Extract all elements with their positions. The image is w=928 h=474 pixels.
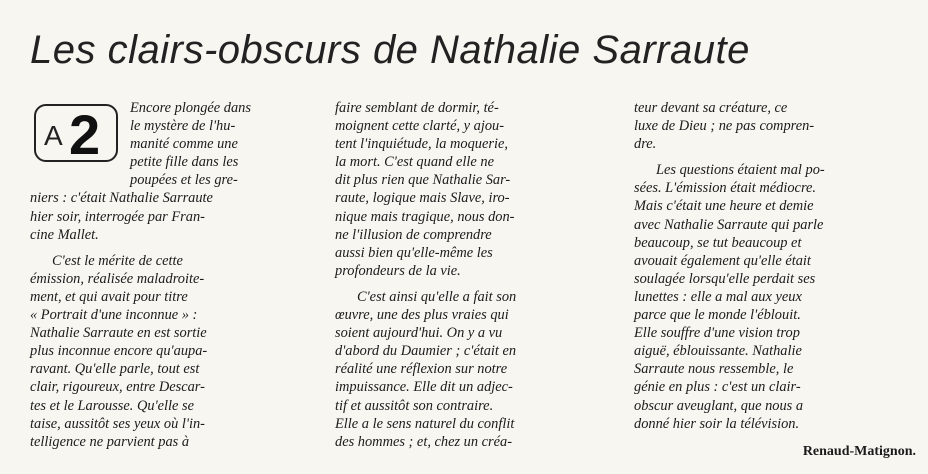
text-line: tif et aussitôt son contraire. (335, 397, 494, 414)
text-line: soient aujourd'hui. On y a vu (335, 325, 503, 342)
text-line: dre. (634, 136, 657, 153)
text-line: niers : c'était Nathalie Sarraute (30, 190, 213, 207)
text-line: C'est ainsi qu'elle a fait son (357, 288, 517, 305)
text-line: Sarraute nous ressemble, le (634, 361, 794, 378)
text-line: clair, rigoureux, entre Descar- (30, 379, 205, 396)
article-column-1 (30, 99, 312, 451)
text-line: plus inconnue encore qu'aupa- (30, 343, 208, 360)
text-line: le mystère de l'hu- (130, 118, 236, 135)
text-line: telligence ne parvient pas à (30, 433, 190, 450)
text-line: Les questions étaient mal po- (656, 162, 825, 179)
col2-paragraph-2 (335, 288, 617, 451)
article-column-3 (634, 99, 916, 461)
text-line: profondeurs de la vie. (335, 262, 461, 279)
article-column-2 (335, 99, 617, 451)
text-line: d'abord du Daumier ; c'était en (335, 343, 517, 360)
text-line: des hommes ; et, chez un créa- (335, 433, 513, 450)
text-line: luxe de Dieu ; ne pas compren- (634, 118, 815, 135)
text-line: « Portrait d'une inconnue » : (30, 307, 198, 324)
text-line: ment, et qui avait pour titre (30, 288, 188, 305)
text-line: teur devant sa créature, ce (634, 100, 788, 116)
text-line: tes et le Larousse. Qu'elle se (30, 397, 195, 414)
col1-paragraph-2 (30, 252, 312, 451)
text-line: la mort. C'est quand elle ne (335, 154, 494, 171)
text-line: réalité une réflexion sur notre (335, 361, 508, 378)
text-line: beaucoup, se tut beaucoup et (634, 234, 802, 251)
text-line: Mais c'était une heure et demie (634, 198, 814, 215)
text-line: impuissance. Elle dit un adjec- (335, 379, 513, 396)
article-headline: Les clairs-obscurs de Nathalie Sarraute (30, 28, 750, 72)
text-line: aussi bien qu'elle-même les (335, 244, 493, 261)
text-line: nique mais tragique, nous don- (335, 208, 515, 225)
text-line: cine Mallet. (30, 226, 99, 243)
text-line: manité comme une (130, 136, 238, 153)
text-line: émission, réalisée maladroite- (30, 270, 205, 287)
channel-number: 2 (69, 103, 101, 166)
text-line: parce que le monde l'éblouit. (634, 307, 801, 324)
text-line: faire semblant de dormir, té- (335, 100, 499, 116)
text-line: œuvre, une des plus vraies qui (335, 307, 509, 324)
text-line: Nathalie Sarraute en est sortie (30, 325, 207, 342)
col2-paragraph-1 (335, 99, 617, 280)
text-line: Elle souffre d'une vision trop (634, 325, 800, 342)
col3-paragraph-2 (634, 161, 916, 432)
text-line: moignent cette clarté, y ajou- (335, 118, 505, 135)
text-line: tent l'inquiétude, la moquerie, (335, 136, 508, 153)
text-line: Encore plongée dans (130, 100, 251, 116)
text-line: petite fille dans les (130, 154, 239, 171)
text-line: poupées et les gre- (130, 172, 238, 189)
text-line: Elle a le sens naturel du conflit (335, 415, 515, 432)
text-line: avec Nathalie Sarraute qui parle (634, 216, 824, 233)
col1-lines (30, 189, 312, 243)
text-line: ravant. Qu'elle parle, tout est (30, 361, 200, 378)
text-line: dit plus rien que Nathalie Sar- (335, 172, 511, 189)
col3-paragraph-1 (634, 99, 916, 153)
channel-letter: A (44, 120, 63, 151)
text-line: sées. L'émission était médiocre. (634, 180, 816, 197)
col1-wrapped-lines (30, 99, 312, 189)
text-line: aiguë, éblouissante. Nathalie (634, 343, 802, 360)
text-line: lunettes : elle a mal aux yeux (634, 288, 802, 305)
text-line: taise, aussitôt ses yeux où l'in- (30, 415, 205, 432)
text-line: génie en plus : c'est un clair- (634, 379, 801, 396)
text-line: raute, logique mais Slave, iro- (335, 190, 510, 207)
text-line: C'est le mérite de cette (52, 252, 183, 269)
text-line: donné hier soir la télévision. (634, 415, 800, 432)
text-line: soulagée lorsqu'elle perdait ses (634, 270, 816, 287)
text-line: avouait également qu'elle était (634, 252, 811, 269)
text-line: obscur aveuglant, que nous a (634, 397, 804, 414)
text-line: ne l'illusion de comprendre (335, 226, 492, 243)
author-signature: Renaud-Matignon. (802, 443, 916, 459)
text-line: hier soir, interrogée par Fran- (30, 208, 205, 225)
